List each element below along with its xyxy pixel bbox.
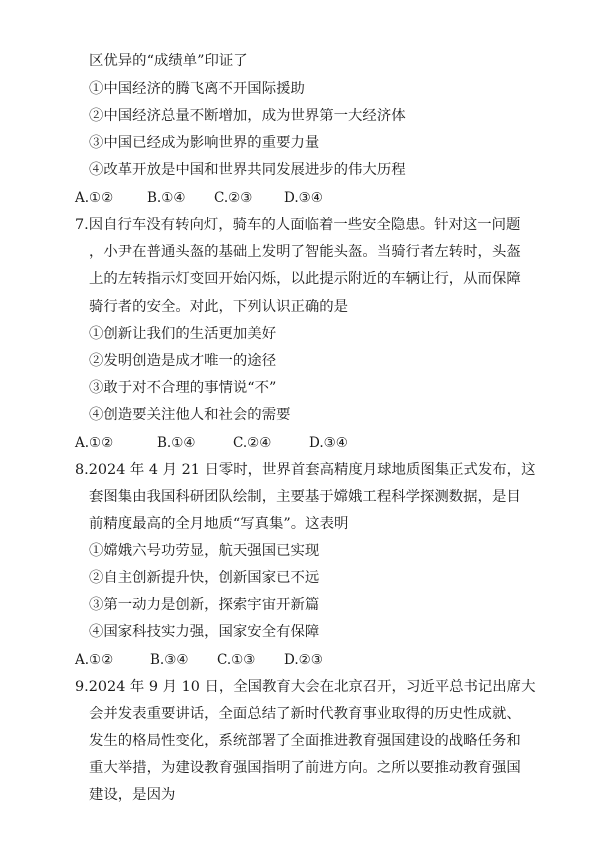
q7-option-b: B.①④ [157,435,196,451]
q6-stem-continuation: 区优异的“成绩单”印证了 [89,53,248,69]
q7-option-c: C.②④ [233,435,272,451]
q7-stem-line-2: ，小尹在普通头盔的基础上发明了智能头盔。当骑行者左转时，头盔 [89,244,521,260]
q9-stem-line-1: 9.2024 年 9 月 10 日，全国教育大会在北京召开，习近平总书记出席大 [75,679,536,695]
q9-stem-line-5: 建设，是因为 [89,787,176,803]
q8-option-c: C.①③ [217,652,256,668]
q9-stem-line-3: 发生的格局性变化，系统部署了全面推进教育强国建设的战略任务和 [89,733,521,749]
q7-item-1: ①创新让我们的生活更加美好 [89,326,277,342]
q7-item-3: ③敢于对不合理的事情说“不” [89,380,277,396]
q7-stem-line-1: 7.因自行车没有转向灯，骑车的人面临着一些安全隐患。针对这一问题 [75,217,521,233]
q6-option-c: C.②③ [214,190,253,206]
q7-stem-line-4: 骑行者的安全。对此，下列认识正确的是 [89,299,349,315]
q7-item-2: ②发明创造是成才唯一的途径 [89,353,277,369]
q8-option-b: B.③④ [150,652,189,668]
q8-option-a: A.①② [75,652,114,668]
q9-stem-line-2: 会并发表重要讲话，全面总结了新时代教育事业取得的历史性成就、 [89,706,521,722]
q8-stem-line-1: 8.2024 年 4 月 21 日零时，世界首套高精度月球地质图集正式发布，这 [75,462,536,478]
q9-stem-line-4: 重大举措，为建设教育强国指明了前进方向。之所以要推动教育强国 [89,760,521,776]
q6-item-2: ②中国经济总量不断增加，成为世界第一大经济体 [89,108,406,124]
q7-option-a: A.①② [75,435,114,451]
q6-option-d: D.③④ [284,190,323,206]
q6-item-3: ③中国已经成为影响世界的重要力量 [89,135,320,151]
q8-item-1: ①嫦娥六号功劳显，航天强国已实现 [89,543,320,559]
q6-item-1: ①中国经济的腾飞离不开国际援助 [89,81,305,97]
q8-stem-line-3: 前精度最高的全月地质“写真集”。这表明 [89,516,349,532]
q8-stem-line-2: 套图集由我国科研团队绘制，主要基于嫦娥工程科学探测数据，是目 [89,489,521,505]
q7-stem-line-3: 上的左转指示灯变回开始闪烁，以此提示附近的车辆让行，从而保障 [89,271,521,287]
q7-item-4: ④创造要关注他人和社会的需要 [89,407,291,423]
q6-option-b: B.①④ [147,190,186,206]
q8-item-4: ④国家科技实力强，国家安全有保障 [89,624,320,640]
q8-item-3: ③第一动力是创新，探索宇宙开新篇 [89,597,320,613]
q8-option-d: D.②③ [284,652,323,668]
q6-option-a: A.①② [75,190,114,206]
q6-item-4: ④改革开放是中国和世界共同发展进步的伟大历程 [89,162,406,178]
q8-item-2: ②自主创新提升快，创新国家已不远 [89,570,320,586]
q7-option-d: D.③④ [309,435,348,451]
